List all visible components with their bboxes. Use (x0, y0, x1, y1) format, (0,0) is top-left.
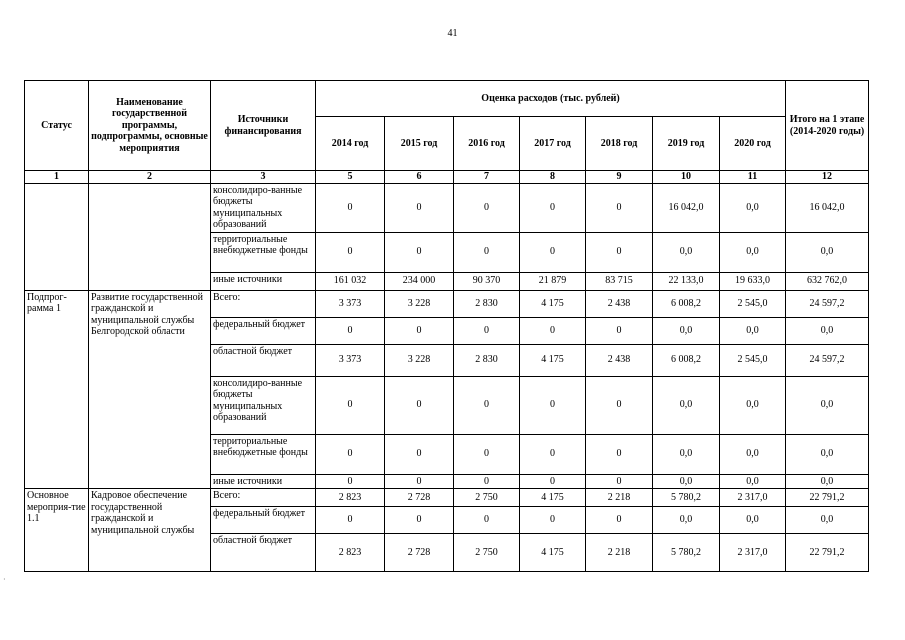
year-value-cell: 2 823 (316, 534, 385, 572)
funding-source-cell: Всего: (211, 489, 316, 507)
year-value-cell: 21 879 (520, 272, 586, 290)
total-value-cell: 0,0 (786, 376, 869, 434)
year-value-cell: 2 545,0 (720, 290, 786, 317)
header-status: Статус (25, 81, 89, 171)
year-value-cell: 3 373 (316, 344, 385, 376)
year-value-cell: 2 750 (454, 534, 520, 572)
column-number: 3 (211, 171, 316, 184)
year-value-cell: 0 (454, 232, 520, 272)
year-value-cell: 0 (454, 183, 520, 232)
year-value-cell: 0 (520, 317, 586, 344)
year-value-cell: 4 175 (520, 534, 586, 572)
year-value-cell: 0,0 (720, 376, 786, 434)
status-cell: Подпрог-рамма 1 (25, 290, 89, 489)
year-value-cell: 0 (586, 507, 653, 534)
year-value-cell: 0,0 (653, 232, 720, 272)
header-year: 2014 год (316, 117, 385, 171)
funding-source-cell: областной бюджет (211, 534, 316, 572)
funding-source-cell: территориальные внебюджетные фонды (211, 434, 316, 474)
year-value-cell: 0 (520, 434, 586, 474)
year-value-cell: 0,0 (653, 376, 720, 434)
column-number: 2 (89, 171, 211, 184)
header-total: Итого на 1 этапе (2014-2020 годы) (786, 81, 869, 171)
year-value-cell: 2 317,0 (720, 489, 786, 507)
column-number: 10 (653, 171, 720, 184)
column-number: 1 (25, 171, 89, 184)
year-value-cell: 2 830 (454, 344, 520, 376)
column-number: 11 (720, 171, 786, 184)
header-year: 2018 год (586, 117, 653, 171)
funding-source-cell: территориальные внебюджетные фонды (211, 232, 316, 272)
column-number: 8 (520, 171, 586, 184)
total-value-cell: 22 791,2 (786, 534, 869, 572)
year-value-cell: 2 830 (454, 290, 520, 317)
total-value-cell: 22 791,2 (786, 489, 869, 507)
year-value-cell: 0 (454, 507, 520, 534)
year-value-cell: 2 728 (385, 534, 454, 572)
column-number: 12 (786, 171, 869, 184)
year-value-cell: 0 (586, 232, 653, 272)
total-value-cell: 0,0 (786, 507, 869, 534)
total-value-cell: 0,0 (786, 232, 869, 272)
year-value-cell: 161 032 (316, 272, 385, 290)
total-value-cell: 16 042,0 (786, 183, 869, 232)
total-value-cell: 24 597,2 (786, 290, 869, 317)
year-value-cell: 0 (316, 317, 385, 344)
funding-source-cell: иные источники (211, 272, 316, 290)
status-cell (25, 183, 89, 290)
year-value-cell: 0,0 (720, 434, 786, 474)
column-number: 9 (586, 171, 653, 184)
year-value-cell: 0 (385, 507, 454, 534)
header-year: 2017 год (520, 117, 586, 171)
year-value-cell: 0,0 (720, 317, 786, 344)
year-value-cell: 0 (385, 474, 454, 489)
table-row (25, 290, 869, 317)
year-value-cell: 0,0 (653, 507, 720, 534)
expenditure-table-container (24, 80, 868, 572)
year-value-cell: 0 (520, 183, 586, 232)
year-value-cell: 2 545,0 (720, 344, 786, 376)
year-value-cell: 0 (385, 317, 454, 344)
year-value-cell: 0 (520, 232, 586, 272)
year-value-cell: 0 (316, 376, 385, 434)
total-value-cell: 632 762,0 (786, 272, 869, 290)
year-value-cell: 0,0 (720, 474, 786, 489)
year-value-cell: 16 042,0 (653, 183, 720, 232)
year-value-cell: 90 370 (454, 272, 520, 290)
year-value-cell: 6 008,2 (653, 344, 720, 376)
table-body (25, 183, 869, 572)
year-value-cell: 0 (454, 376, 520, 434)
year-value-cell: 2 218 (586, 534, 653, 572)
year-value-cell: 0 (454, 474, 520, 489)
year-value-cell: 234 000 (385, 272, 454, 290)
program-name-cell: Кадровое обеспечение государственной гражданской и муниципальной службы (89, 489, 211, 572)
table-row (25, 489, 869, 507)
year-value-cell: 0,0 (720, 183, 786, 232)
funding-source-cell: федеральный бюджет (211, 317, 316, 344)
year-value-cell: 0,0 (653, 317, 720, 344)
expenditure-table (24, 80, 869, 572)
year-value-cell: 0 (454, 317, 520, 344)
year-value-cell: 5 780,2 (653, 489, 720, 507)
year-value-cell: 0 (316, 507, 385, 534)
funding-source-cell: иные источники (211, 474, 316, 489)
year-value-cell: 0 (385, 434, 454, 474)
year-value-cell: 0,0 (720, 507, 786, 534)
year-value-cell: 0 (316, 474, 385, 489)
margin-mark: · (3, 575, 6, 584)
program-name-cell (89, 183, 211, 290)
table-header (25, 81, 869, 184)
year-value-cell: 3 228 (385, 290, 454, 317)
year-value-cell: 19 633,0 (720, 272, 786, 290)
year-value-cell: 0 (586, 434, 653, 474)
year-value-cell: 83 715 (586, 272, 653, 290)
header-year: 2015 год (385, 117, 454, 171)
year-value-cell: 0 (316, 232, 385, 272)
year-value-cell: 0,0 (653, 434, 720, 474)
header-name: Наименование государственной программы, подпрограммы, основные мероприятия (89, 81, 211, 171)
total-value-cell: 0,0 (786, 474, 869, 489)
year-value-cell: 0 (385, 232, 454, 272)
year-value-cell: 2 317,0 (720, 534, 786, 572)
year-value-cell: 0 (454, 434, 520, 474)
year-value-cell: 0,0 (653, 474, 720, 489)
year-value-cell: 6 008,2 (653, 290, 720, 317)
year-value-cell: 4 175 (520, 489, 586, 507)
year-value-cell: 2 438 (586, 344, 653, 376)
year-value-cell: 4 175 (520, 344, 586, 376)
year-value-cell: 0 (385, 183, 454, 232)
status-cell: Основное мероприя-тие 1.1 (25, 489, 89, 572)
header-year: 2019 год (653, 117, 720, 171)
column-number: 5 (316, 171, 385, 184)
year-value-cell: 0 (520, 507, 586, 534)
header-year: 2020 год (720, 117, 786, 171)
funding-source-cell: федеральный бюджет (211, 507, 316, 534)
header-estimate: Оценка расходов (тыс. рублей) (316, 81, 786, 117)
header-sources: Источники финансирования (211, 81, 316, 171)
total-value-cell: 24 597,2 (786, 344, 869, 376)
year-value-cell: 0 (586, 474, 653, 489)
year-value-cell: 2 823 (316, 489, 385, 507)
column-number: 6 (385, 171, 454, 184)
year-value-cell: 2 750 (454, 489, 520, 507)
funding-source-cell: консолидиро-ванные бюджеты муниципальных образований (211, 183, 316, 232)
year-value-cell: 3 228 (385, 344, 454, 376)
funding-source-cell: Всего: (211, 290, 316, 317)
year-value-cell: 0 (385, 376, 454, 434)
year-value-cell: 0 (316, 183, 385, 232)
program-name-cell: Развитие государственной гражданской и муниципальной службы Белгородской области (89, 290, 211, 489)
year-value-cell: 0 (586, 183, 653, 232)
year-value-cell: 0 (520, 376, 586, 434)
year-value-cell: 0 (586, 376, 653, 434)
year-value-cell: 3 373 (316, 290, 385, 317)
column-number: 7 (454, 171, 520, 184)
year-value-cell: 0 (586, 317, 653, 344)
year-value-cell: 5 780,2 (653, 534, 720, 572)
year-value-cell: 22 133,0 (653, 272, 720, 290)
year-value-cell: 2 438 (586, 290, 653, 317)
funding-source-cell: консолидиро-ванные бюджеты муниципальных образований (211, 376, 316, 434)
header-year: 2016 год (454, 117, 520, 171)
year-value-cell: 0,0 (720, 232, 786, 272)
total-value-cell: 0,0 (786, 317, 869, 344)
year-value-cell: 2 218 (586, 489, 653, 507)
year-value-cell: 0 (316, 434, 385, 474)
year-value-cell: 2 728 (385, 489, 454, 507)
year-value-cell: 0 (520, 474, 586, 489)
table-row (25, 183, 869, 232)
year-value-cell: 4 175 (520, 290, 586, 317)
total-value-cell: 0,0 (786, 434, 869, 474)
page-number: 41 (447, 28, 458, 39)
funding-source-cell: областной бюджет (211, 344, 316, 376)
